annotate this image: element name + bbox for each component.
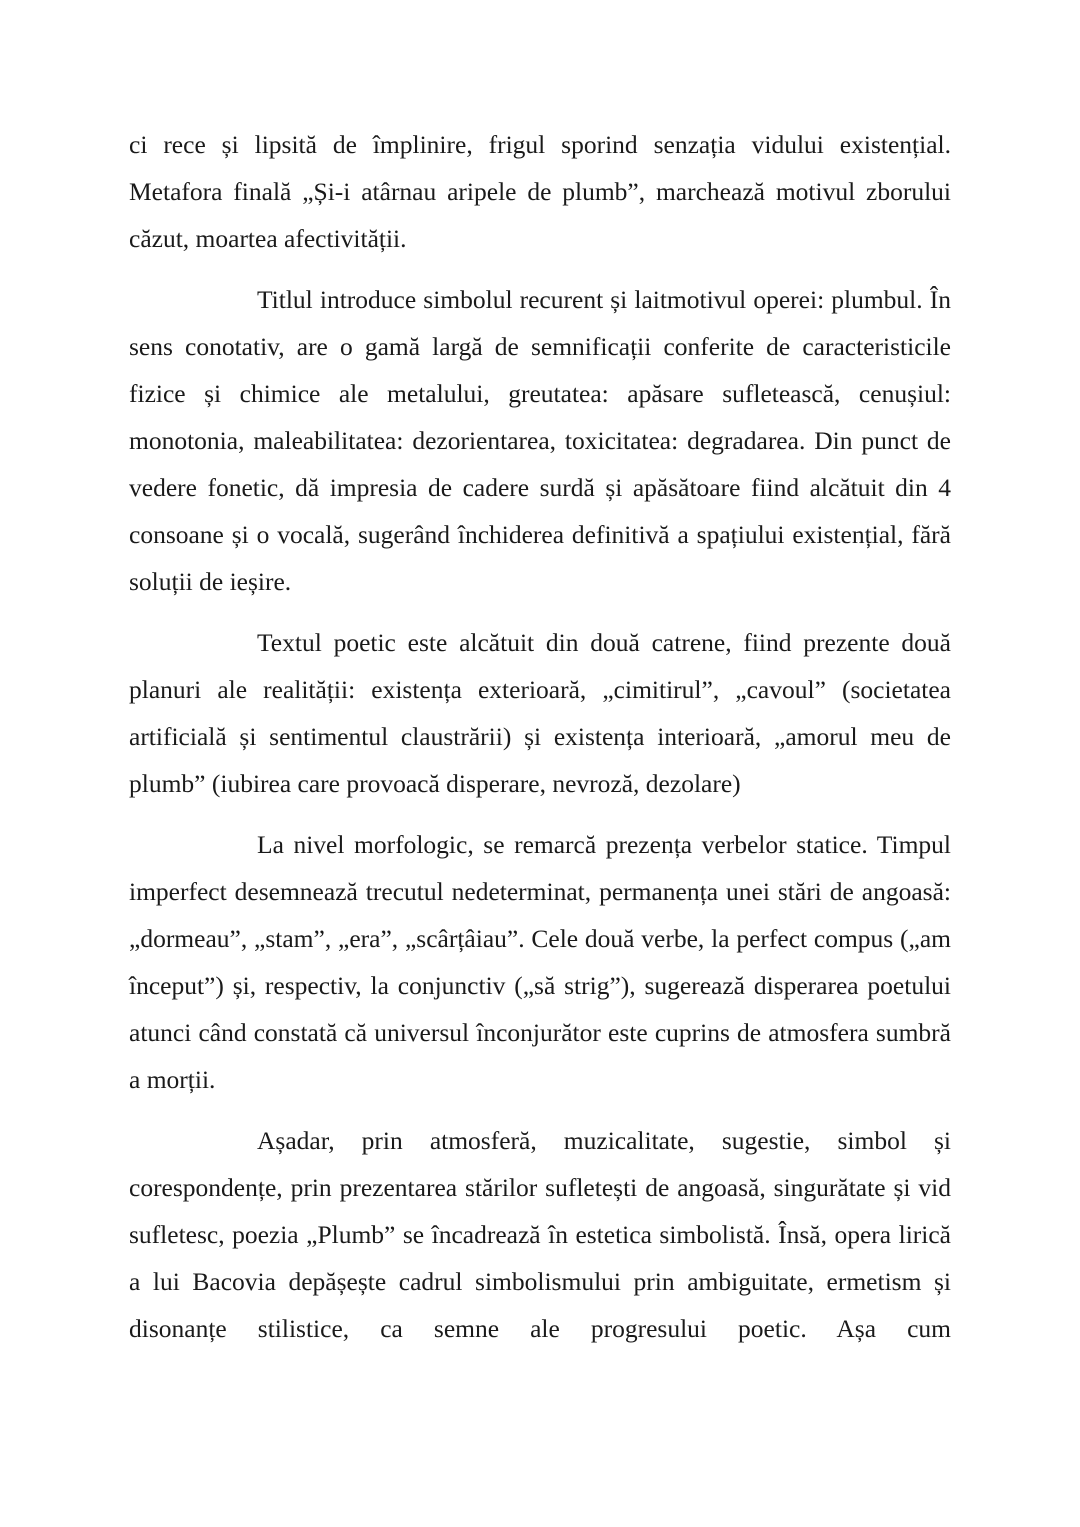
paragraph-conclusion: Așadar, prin atmosferă, muzicalitate, sugestie, simbol și corespondențe, prin prezentarea stărilor sufletești de angoasă, singurătate și vid sufletesc, poezia „Plumb” se încadrează în estetica simbolistă. Însă, opera lirică a lui Bacovia depășește cadrul simbolismului prin ambiguitate, ermetism și disonanțe stilistice, ca semne ale progresului poetic. Așa cum [129,1126,951,1343]
document-body [129,121,951,1352]
paragraph-continuation: ci rece și lipsită de împlinire, frigul sporind senzația vidului existențial. Metafora finală „Și-i atârnau aripele de plumb”, marchează motivul zborului căzut, moartea afectivității. [129,130,951,253]
paragraph-morphology: La nivel morfologic, se remarcă prezența verbelor statice. Timpul imperfect desemnează trecutul nedeterminat, permanența unei stări de angoasă: „dormeau”, „stam”, „era”, „scârțâiau”. Cele două verbe, la perfect compus („am început”) și, respectiv, la conjunctiv („să strig”), sugerează disperarea poetului atunci când constată că universul înconjurător este cuprins de atmosfera sumbră a morții. [129,830,951,1094]
paragraph-structure: Textul poetic este alcătuit din două catrene, fiind prezente două planuri ale realității: existența exterioară, „cimitirul”, „cavoul” (societatea artificială și sentimentul claustrării) și existența interioară, „amorul meu de plumb” (iubirea care provoacă disperare, nevroză, dezolare) [129,628,951,798]
paragraph-title-symbol: Titlul introduce simbolul recurent și laitmotivul operei: plumbul. În sens conotativ, are o gamă largă de semnificații conferite de caracteristicile fizice și chimice ale metalului, greutatea: apăsare sufletească, cenușiul: monotonia, maleabilitatea: dezorientarea, toxicitatea: degradarea. Din punct de vedere fonetic, dă impresia de cadere surdă și apăsătoare fiind alcătuit din 4 consoane și o vocală, sugerând închiderea definitivă a spațiului existențial, fără soluții de ieșire. [129,285,951,596]
